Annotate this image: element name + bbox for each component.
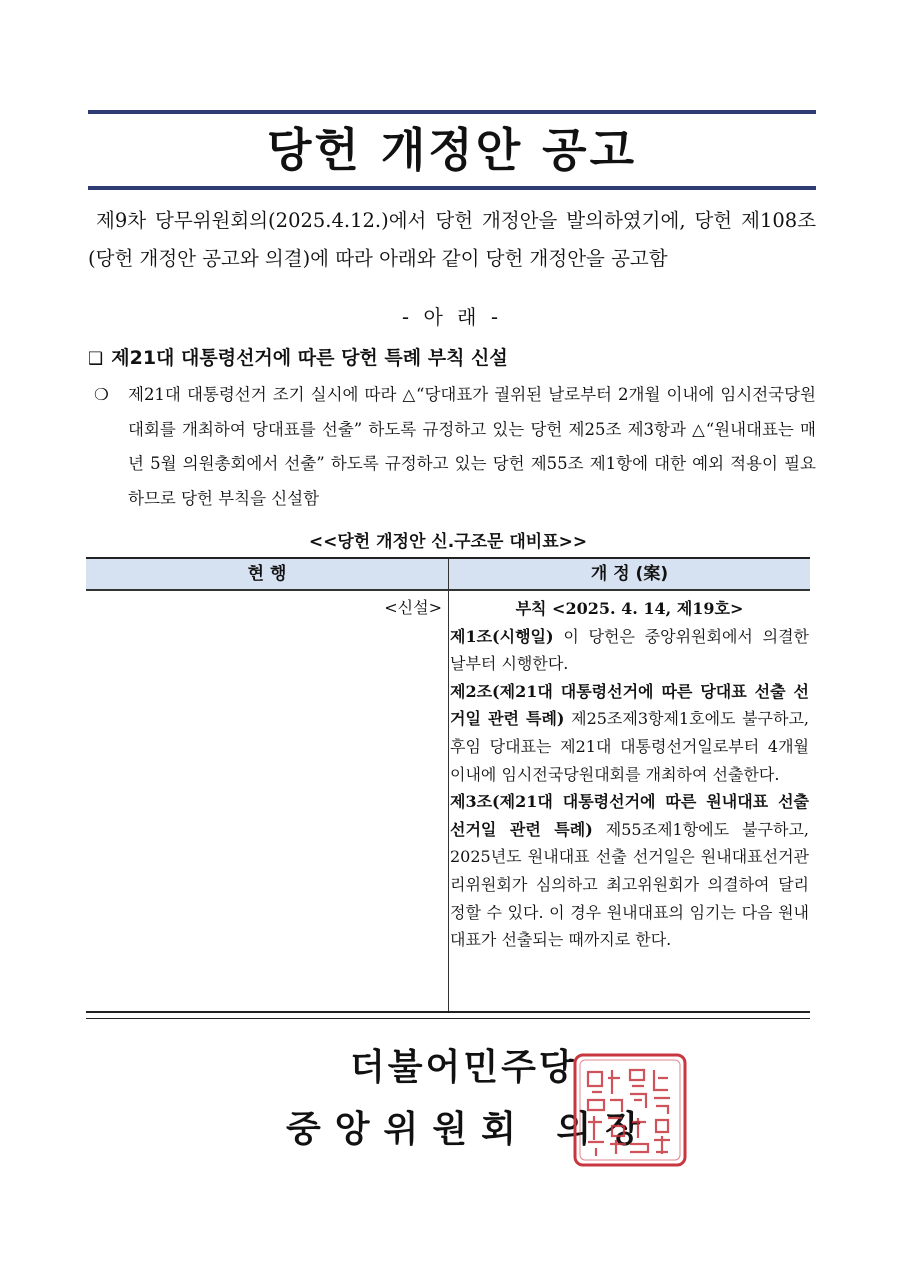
bullet-text: 제21대 대통령선거 조기 실시에 따라 △“당대표가 궐위된 날로부터 2개월 이내에 임시전국당원대회를 개최하여 당대표를 선출” 하도록 규정하고 있는 당헌 제25조 제3항과 △“원내대표는 매년 5월 의원총회에서 선출” 하도록 규정하고 있는 당헌 제55조 제1항에 대한 예외 적용이 필요하므로 당헌 부칙을 신설함 bbox=[128, 385, 816, 508]
supplementary-provision-title: 부칙 <2025. 4. 14, 제19호> bbox=[515, 599, 744, 618]
table-bottom-rule bbox=[86, 1011, 810, 1019]
article-2-body: 제25조제3항제1호에도 불구하고, 후임 당대표는 제21대 대통령선거일로부터 4개월 이내에 임시전국당원대회를 개최하여 선출한다. bbox=[450, 709, 809, 784]
current-text-cell: <신설> bbox=[384, 598, 442, 617]
revised-text-cell bbox=[450, 595, 809, 954]
bullet-item bbox=[94, 378, 816, 516]
article-3-body: 제55조제1항에도 불구하고, 2025년도 원내대표 선출 선거일은 원내대표선거관리위원회가 심의하고 최고위원회가 의결하여 달리 정할 수 있다. 이 경우 원내대표의 임기는 다음 원내대표가 선출되는 때까지로 한다. bbox=[450, 819, 810, 950]
header-revised: 개 정 (案) bbox=[590, 564, 669, 584]
article-3-title: 제3조(제21대 대통령선거에 따른 원내대표 선출 선거일 관련 특례) bbox=[450, 792, 809, 839]
article-3 bbox=[450, 788, 809, 954]
article-1-body: 이 당헌은 중앙위원회에서 의결한 날부터 시행한다. bbox=[450, 626, 809, 674]
below-heading: - 아 래 - bbox=[401, 305, 503, 329]
article-1 bbox=[450, 623, 809, 678]
table-caption: <<당헌 개정안 신.구조문 대비표>> bbox=[308, 532, 588, 552]
square-bullet-icon: ❑ bbox=[88, 349, 104, 369]
column-divider bbox=[448, 559, 449, 1011]
title-top-rule bbox=[88, 110, 816, 114]
signature-party: 더불어민주당 bbox=[350, 1047, 577, 1088]
section-heading-text: 제21대 대통령선거에 따른 당헌 특례 부칙 신설 bbox=[111, 347, 508, 369]
comparison-table bbox=[86, 557, 810, 1013]
intro-paragraph: 제9차 당무위원회의(2025.4.12.)에서 당헌 개정안을 발의하였기에, 당헌 제108조(당헌 개정안 공고와 의결)에 따라 아래와 같이 당헌 개정안을 공고함 bbox=[88, 209, 816, 270]
title-bottom-rule bbox=[88, 186, 816, 190]
circle-bullet-icon: ❍ bbox=[94, 385, 109, 404]
article-2 bbox=[450, 678, 809, 788]
page-title: 당헌 개정안 공고 bbox=[266, 123, 638, 177]
signature-officer: 중앙위원회 의장 bbox=[286, 1109, 654, 1150]
article-2-title: 제2조(제21대 대통령선거에 따른 당대표 선출 선거일 관련 특례) bbox=[450, 681, 809, 729]
article-1-title: 제1조(시행일) bbox=[450, 626, 554, 646]
official-seal-icon bbox=[572, 1052, 688, 1168]
section-heading bbox=[88, 342, 816, 375]
header-current: 현 행 bbox=[247, 564, 287, 584]
